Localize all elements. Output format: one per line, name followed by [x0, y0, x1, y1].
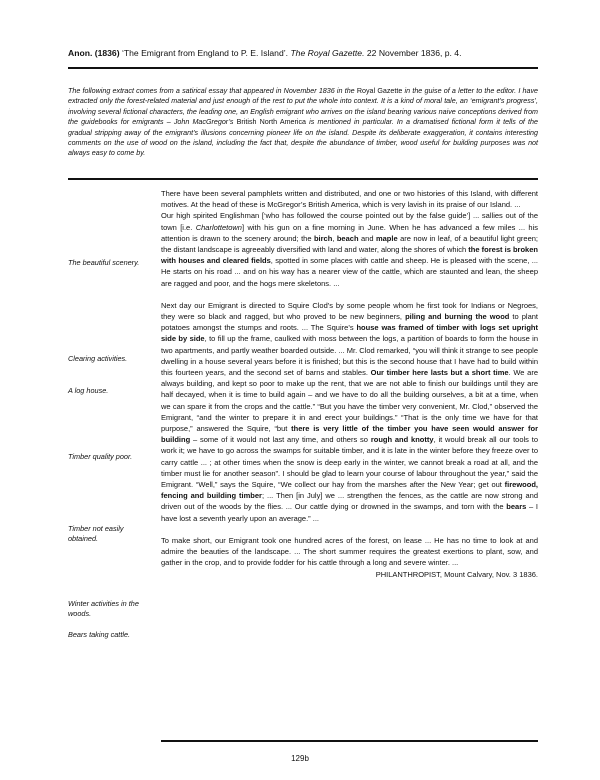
citation-publication: The Royal Gazette. — [290, 48, 365, 58]
margin-note-timber-quality: Timber quality poor. — [68, 452, 133, 461]
p3-text: , to fill up the frame, caulked with moss between the logs, a partition of boards to form the house in two apartments, and partly weather boarded outside. ... Mr. Clod remarked, “you will think it strange to see people dwelling in a house several years before it is finished; but this is the second house that I have had to build within this fourteen years, and the second set of barns and stables. — [161, 334, 538, 378]
p2-forest-broken: the forest is broken with houses and cleared fields — [161, 245, 538, 266]
intro-text-2: in the guise of a letter to the editor. I have extracted only the forest-related material and just enough of the rest to put the whole into context. It is a kind of moral tale, an ‘emigrant’s progress’, involving several fictional characters, the leading one, an English emigrant who arrives on the island bearing various naive conceptions derived from the guidebooks for emigrants – John MacGregor’s — [68, 87, 539, 127]
p2-beach: beach — [336, 233, 359, 243]
margin-note-timber-not-obtained: Timber not easily obtained. — [68, 524, 124, 544]
p2-charlottetown: Charlottetown — [195, 222, 242, 232]
p3-text: – some of it would not last any time, and others so — [190, 435, 371, 445]
body-paragraph-1: There have been several pamphlets written and distributed, and one or two histories of this Island, with different motives. At the head of these is McGregor’s British America, which is very lavish in its praise of our Island. ... — [161, 189, 538, 210]
page-number: 129b — [291, 754, 309, 763]
citation-date: 22 November 1836, p. 4. — [366, 48, 462, 58]
p3-bold: there is very little of the timber you have seen would answer for building — [161, 424, 538, 445]
editor-introduction — [68, 86, 538, 159]
margin-note-bears: Bears taking cattle. — [68, 630, 131, 639]
p2-text: , — [332, 233, 337, 243]
intro-royal-gazette: Royal Gazette — [356, 87, 403, 95]
p2-text: are now in leaf, of a beautiful light green; the distant landscape is agreeably diversified with land and water, along the shores of which — [161, 233, 539, 255]
p2-birch: birch — [313, 233, 333, 243]
intro-text-3: is mentioned in particular. In a dramatised fictional form it tells of the gradual stripping away of the emigrant’s illusions concerning pioneer life on the island. Despite its deliberate exaggeration, it contains interesting comments on the use of wood on the island, including the fact that, despite the abundance of timber, wood useful for building purposes was not always easy to come by. — [68, 118, 538, 158]
p2-text: ] with his gun on a fine morning in June. When he has advanced a few miles ... his attention is drawn to the scenery around; the — [161, 222, 538, 243]
p3-text: to plant potatoes amongst the stumps and roots. ... The Squire’s — [161, 312, 538, 333]
body-paragraph-3 — [161, 300, 538, 524]
signature: PHILANTHROPIST, Mount Calvary, Nov. 3 1836. — [375, 569, 538, 579]
bottom-divider — [161, 740, 538, 742]
p3-text: . We are always building, and kept so poor to make up the rent, that we are not able to finish our buildings until they are half decayed, when it is time to build again – and we have to do all the building ourselves, a bit at a time, when we can spare it from the crops and the cattle.” “But you have the timber very convenient, Mr. Clod,” observed the Emigrant, “and the winter to prepare it in and erect your buildings.” “That is the only time we have for that purpose,” answered the Squire, “but — [161, 368, 538, 434]
citation-header — [68, 48, 538, 59]
intro-book-title: British North America — [236, 118, 307, 127]
p2-text: , spotted in some places with cattle and sheep. He is pleased with the scene, ... He starts on his road ... and on his way has a nearer view of the cattle, which are staunted and lean, the sheep are ragged and poor, and the hogs mere skeletons. ... — [161, 256, 539, 288]
p3-bold: bears — [506, 502, 527, 512]
p2-maple: maple — [375, 233, 398, 243]
p3-text: Next day our Emigrant is directed to Squire Clod’s by some people whom he first took for Indians or Negroes, they were so black and ragged, but who proved to be new beginners, — [161, 300, 538, 322]
p3-text: , it would break all our tools to work it; we have to go across the swamps for suitable timber, and it is late in the winter before they freeze over to carry cattle ... ; at other times when the snow is deep early in the winter, we cannot break a road at all, and the timber must lie for another season”. I should be glad to learn your course of labour throughout the year,” said the Emigrant. “Well,” says the Squire, “We collect our hay from the marshes after the New Year; get out — [161, 435, 539, 490]
p3-text: – I have lost a seventh yearly upon an average.” ... — [161, 502, 538, 523]
p3-bold: house was framed of timber with logs set upright side by side — [161, 323, 538, 344]
p2-text: and — [358, 233, 376, 243]
p3-bold: rough and knotty — [370, 435, 434, 445]
middle-divider — [68, 178, 538, 180]
citation-author: Anon. (1836) — [68, 48, 120, 58]
margin-note-clearing: Clearing activities. — [68, 354, 128, 363]
p3-bold: Our timber here lasts but a short time — [370, 368, 509, 378]
p3-text: ; ... Then [in July] we ... strengthen the fences, as the cattle are now strong and driven out of the woods by the flies. ... Our cattle dying or drowned in the swamps, and torn with the — [161, 491, 538, 512]
top-divider — [68, 67, 538, 69]
citation-title: ‘The Emigrant from England to P. E. Island’. — [121, 48, 289, 58]
margin-note-winter: Winter activities in the woods. — [68, 599, 139, 619]
intro-text-1: The following extract comes from a satirical essay that appeared in November 1836 in the — [68, 87, 357, 95]
body-paragraph-4: To make short, our Emigrant took one hundred acres of the forest, on lease ... He has no time to look at and admire the beauties of the landscape. ... The short summer requires the greatest exertions to plant, sow, and gather in the crop, and to provide fodder for his cattle through a long and severe winter. ... — [161, 535, 538, 568]
p3-bold: piling and burning the wood — [405, 312, 510, 322]
p3-bold: firewood, fencing and building timber — [161, 480, 538, 501]
extract-body — [161, 188, 538, 580]
margin-note-scenery: The beautiful scenery. — [68, 258, 140, 267]
margin-note-log-house: A log house. — [68, 386, 109, 395]
p2-text: Our high spirited Englishman [‘who has followed the course pointed out by the false guide’] ... sallies out of the town [i.e. — [161, 211, 538, 232]
body-paragraph-2 — [161, 210, 538, 288]
